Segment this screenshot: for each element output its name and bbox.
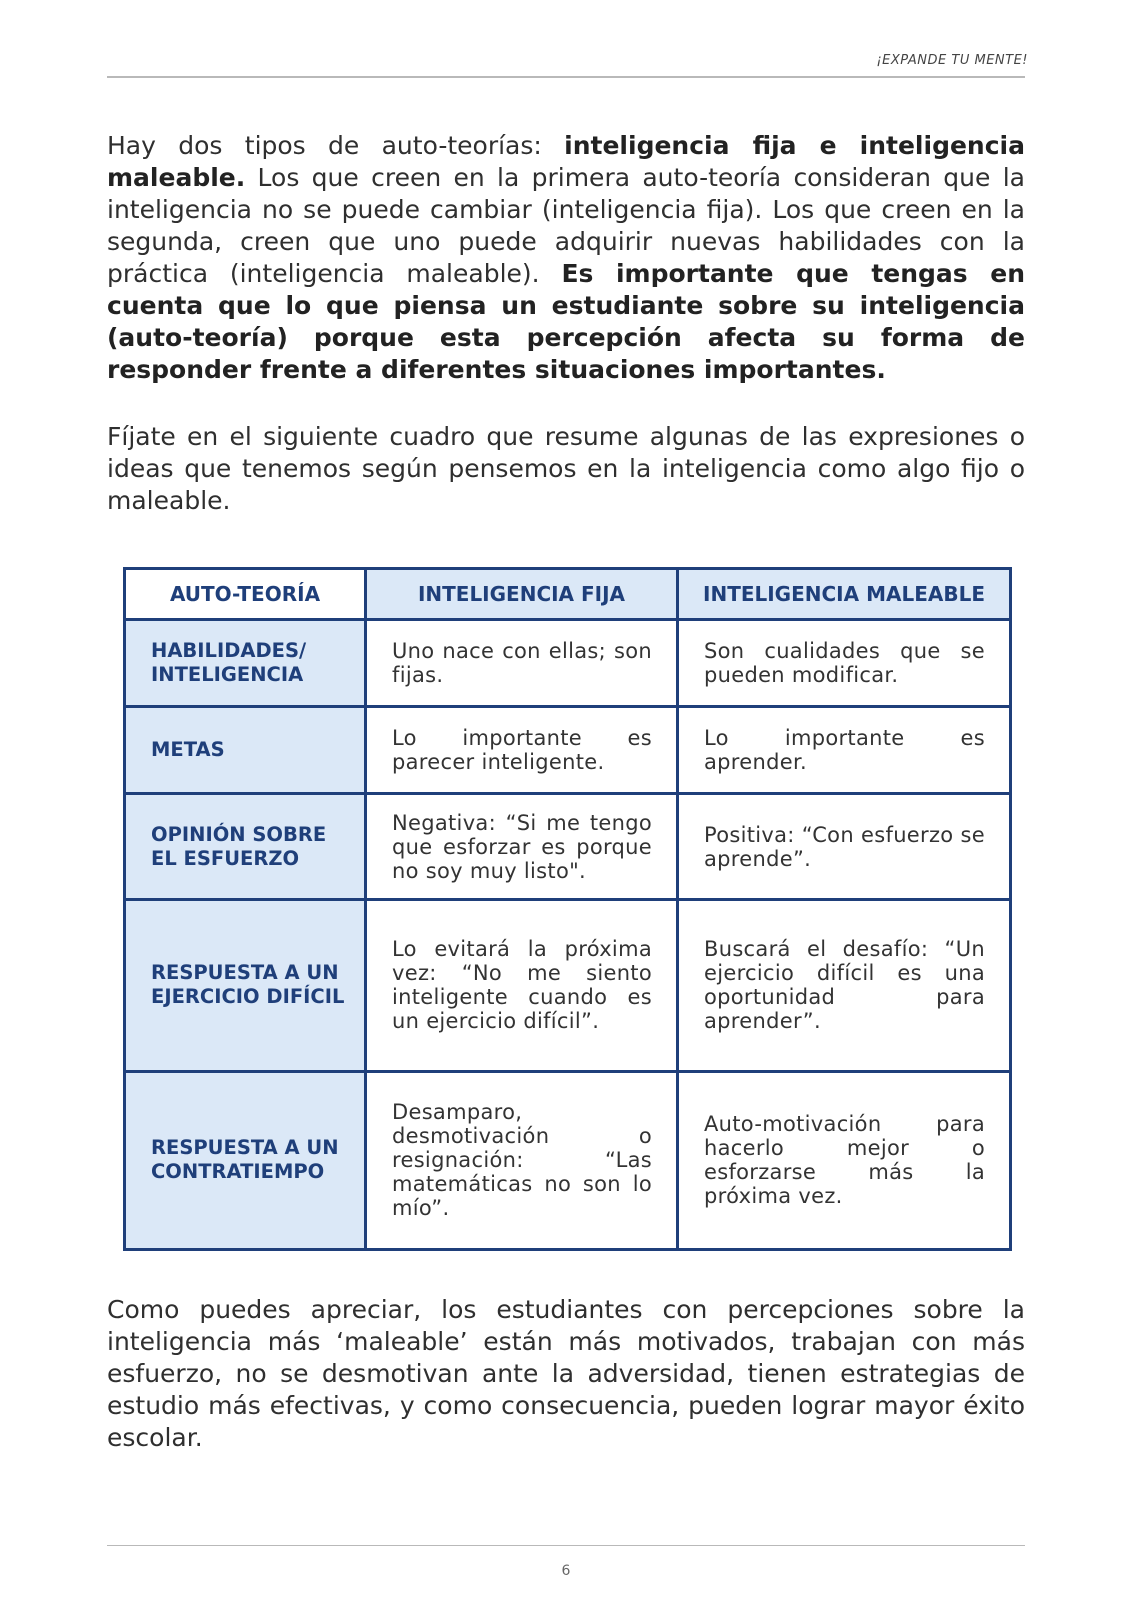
table-row xyxy=(125,620,1011,707)
cell-fija: Negativa: “Si me tengo que esforzar es porque no soy muy listo". xyxy=(366,794,678,900)
cell-maleable: Buscará el desafío: “Un ejercicio difícil es una oportunidad para aprender”. xyxy=(678,900,1011,1071)
table-header-row xyxy=(125,569,1011,620)
row-label-ejercicio-dificil: RESPUESTA A UN EJERCICIO DIFÍCIL xyxy=(125,900,366,1071)
header-inteligencia-fija: INTELIGENCIA FIJA xyxy=(366,569,678,620)
cell-maleable: Son cualidades que se pueden modificar. xyxy=(678,620,1011,707)
row-label-metas: METAS xyxy=(125,706,366,794)
cell-maleable: Positiva: “Con esfuerzo se aprende”. xyxy=(678,794,1011,900)
row-label-contratiempo: RESPUESTA A UN CONTRATIEMPO xyxy=(125,1071,366,1249)
intro-paragraph xyxy=(107,130,1025,386)
row-label-habilidades: HABILIDADES/ INTELIGENCIA xyxy=(125,620,366,707)
page-number: 6 xyxy=(561,1563,571,1579)
cell-fija: Uno nace con ellas; son fijas. xyxy=(366,620,678,707)
cell-fija: Lo importante es parecer inteligente. xyxy=(366,706,678,794)
intro-text-1: Hay dos tipos de auto-teorías: xyxy=(107,131,565,160)
header-inteligencia-maleable: INTELIGENCIA MALEABLE xyxy=(678,569,1011,620)
cell-maleable: Lo importante es aprender. xyxy=(678,706,1011,794)
table-intro-paragraph: Fíjate en el siguiente cuadro que resume algunas de las expresiones o ideas que tenemos según pensemos en la inteligencia como algo fijo o maleable. xyxy=(107,422,1025,515)
table-row xyxy=(125,706,1011,794)
footer-divider xyxy=(107,1545,1025,1546)
intro-text-2: Los que creen en la primera auto-teoría consideran que la inteligencia no se puede cambiar (inteligencia fija). Los que creen en la segunda, creen que uno puede adquirir nuevas habilidades con la práctica (inteligencia maleable). xyxy=(107,163,1025,288)
auto-theory-table xyxy=(123,567,1012,1251)
header-auto-teoria: AUTO-TEORÍA xyxy=(125,569,366,620)
table-row xyxy=(125,900,1011,1071)
row-label-opinion-esfuerzo: OPINIÓN SOBRE EL ESFUERZO xyxy=(125,794,366,900)
intro-bold-1: inteligencia fija e inteligencia maleable. xyxy=(107,131,1025,192)
header-divider xyxy=(107,76,1025,78)
cell-maleable: Auto-motivación para hacerlo mejor o esforzarse más la próxima vez. xyxy=(678,1071,1011,1249)
intro-bold-2: Es importante que tengas en cuenta que lo que piensa un estudiante sobre su inteligencia (auto-teoría) porque esta percepción afecta su forma de responder frente a diferentes situaciones importantes. xyxy=(107,259,1025,384)
conclusion-paragraph: Como puedes apreciar, los estudiantes con percepciones sobre la inteligencia más ‘maleable’ están más motivados, trabajan con más esfuerzo, no se desmotivan ante la adversidad, tienen estrategias de estudio más efectivas, y como consecuencia, pueden lograr mayor éxito escolar. xyxy=(107,1295,1025,1452)
table-row xyxy=(125,794,1011,900)
table-row xyxy=(125,1071,1011,1249)
running-header: ¡EXPANDE TU MENTE! xyxy=(876,53,1028,68)
cell-fija: Lo evitará la próxima vez: “No me siento inteligente cuando es un ejercicio difícil”. xyxy=(366,900,678,1071)
cell-fija: Desamparo, desmotivación o resignación: “Las matemáticas no son lo mío”. xyxy=(366,1071,678,1249)
